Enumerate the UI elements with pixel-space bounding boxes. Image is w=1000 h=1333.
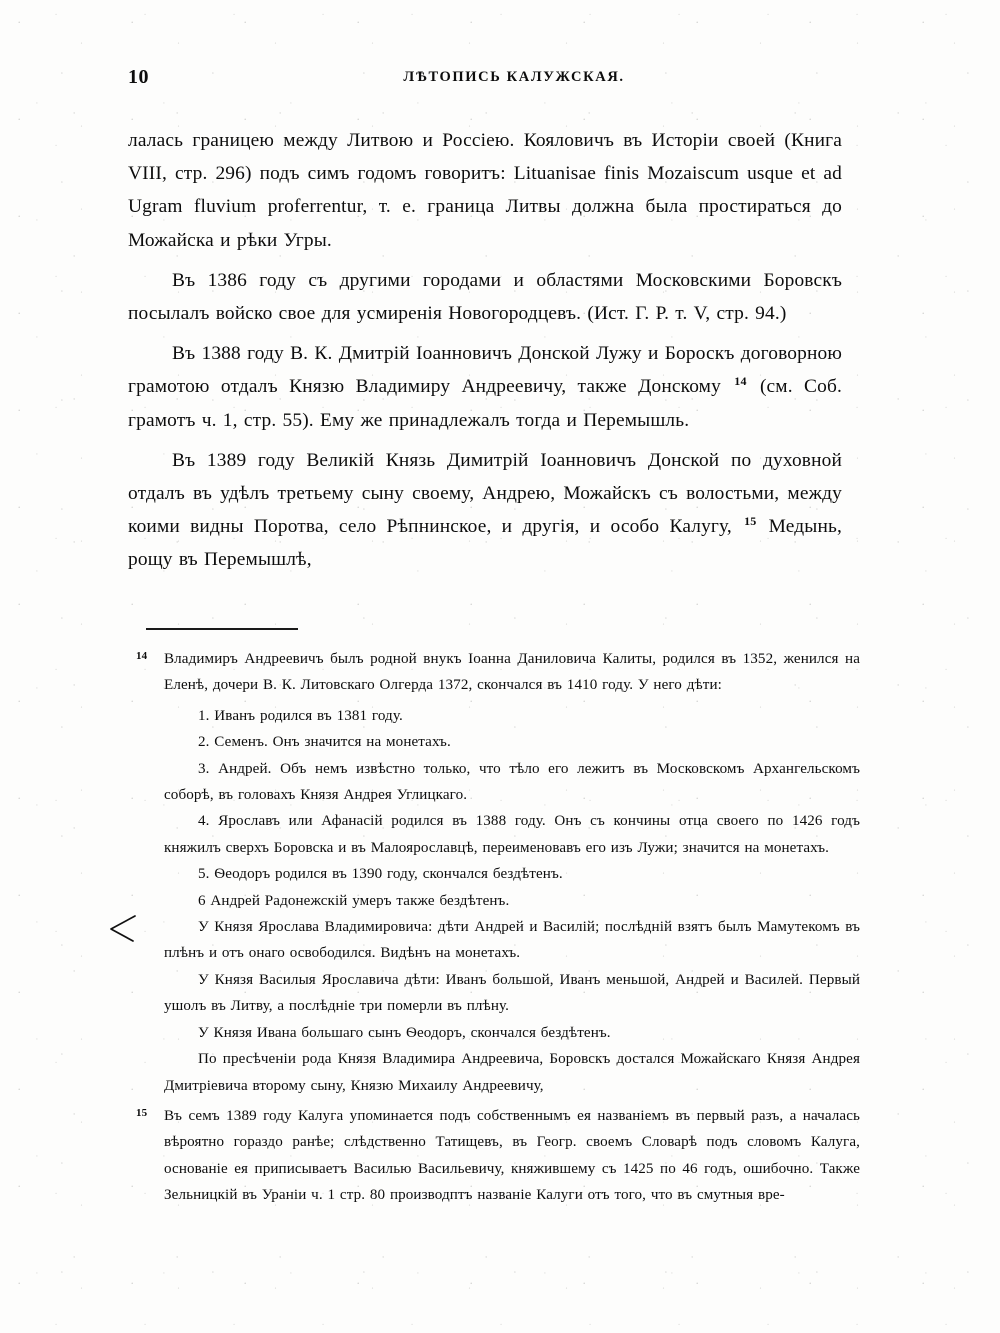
body-text-block <box>128 124 842 584</box>
footnote-14-child-5: 5. Ѳеодоръ родился въ 1390 году, скончался бездѣтенъ. <box>198 866 563 883</box>
paragraph-year-1388 <box>128 337 842 437</box>
paragraph-year-1386: Въ 1386 году съ другими городами и областями Московскими Боровскъ посылалъ войско свое для усмиренія Новогородцевъ. (Ист. Г. Р. т. V, стр. 94.) <box>128 269 842 325</box>
footnote-14-after-2: У Князя Василыя Ярославича дѣти: Иванъ большой, Иванъ меньшой, Андрей и Василей. Первый ушолъ въ Литву, а послѣдніе три померли въ плѣну. <box>164 971 860 1015</box>
footnote-14-after-4: По пресѣченіи рода Князя Владимира Андреевича, Боровскъ достался Можайскаго Князя Андрея Дмитріевича второму сыну, Князю Михаилу Андреевичу, <box>164 1051 860 1094</box>
footnote-14-child-1: 1. Иванъ родился въ 1381 году. <box>198 707 403 724</box>
footnote-14-child-6: 6 Андрей Радонежскій умеръ также бездѣтенъ. <box>198 892 510 909</box>
footnote-14-child-3: 3. Андрей. Объ немъ извѣстно только, что тѣло его лежитъ въ Московскомъ Архангельскомъ соборѣ, въ головахъ Князя Андрея Углицкаго. <box>164 760 860 804</box>
running-title: ЛѢТОПИСЬ КАЛУЖСКАЯ. <box>403 69 625 85</box>
footnote-14-child-4: 4. Ярославъ или Афанасій родился въ 1388 году. Онъ съ кончины отца своего по 1426 годъ княжилъ сверхъ Боровска и въ Малоярославцѣ, переименовавъ его изъ Лужи; значится на монетахъ. <box>164 813 860 856</box>
running-head <box>128 66 840 92</box>
footnote-15 <box>136 1103 860 1209</box>
footnote-14-marker: 14 <box>136 650 148 662</box>
footnote-14-intro: Владимиръ Андреевичъ былъ родной внукъ Іоанна Даниловича Калиты, родился въ 1352, женился на Еленѣ, дочери В. К. Литовскаго Олгерда 1372, скончался въ 1410 году. У него дѣти: <box>164 651 860 694</box>
paragraph-1388-text-b: (см. Соб. грамотъ ч. 1, стр. 55). Ему же принадлежалъ тогда и Перемышль. <box>128 376 843 431</box>
footnote-15-marker: 15 <box>136 1106 148 1119</box>
footnote-14-after-1: У Князя Ярослава Владимировича: дѣти Андрей и Василій; послѣдній взятъ былъ Мамутекомъ въ плѣнъ и отъ онаго освободился. Видѣнъ на монетахъ. <box>164 919 860 962</box>
paragraph-year-1389 <box>128 444 842 577</box>
footnote-separator-rule <box>146 628 298 630</box>
paragraph-1389-text-a: Въ 1389 году Великій Князь Димитрій Іоанновичъ Донской по духовной отдалъ въ удѣлъ третьему сыну своему, Андрею, Можайскъ съ волостьми, между коими видны Поротва, село Рѣпнинское, и другія, и особо Калугу, <box>128 449 842 538</box>
paragraph-1388-text-a: Въ 1388 году В. К. Дмитрій Іоанновичъ Донской Лужу и Бороскъ договорною грамотою отдалъ Князю Владимиру Андреевичу, также Донскому <box>128 343 842 398</box>
paragraph-1389-text-b: Медынь, рощу въ Перемышлѣ, <box>128 516 842 571</box>
paragraph-kojalowicz: лалась границею между Литвою и Россіею. Кояловичъ въ Исторіи своей (Книга VIII, стр. 296) подъ симъ годомъ говоритъ: Lituanisae finis Mozaiscum usque et ad Ugram fluvium proferrentur, т. е. граница Литвы должна была простираться до Можайска и рѣки Угры. <box>128 130 842 251</box>
footnote-14-child-2: 2. Семенъ. Онъ значится на монетахъ. <box>198 734 451 751</box>
footnote-ref-15[interactable]: 15 <box>744 513 757 528</box>
footnote-ref-14[interactable]: 14 <box>734 373 747 388</box>
footnote-14-after-3: У Князя Ивана большаго сынъ Ѳеодоръ, скончался бездѣтенъ. <box>198 1024 611 1041</box>
page-number: 10 <box>128 66 149 88</box>
footnotes-block <box>136 646 860 1213</box>
footnote-15-intro: Въ семъ 1389 году Калуга упоминается подъ собственнымъ ея названіемъ въ первый разъ, а началась вѣроятно гораздо ранѣе; слѣдственно Татищевъ, въ Геогр. своемъ Словарѣ подъ словомъ Калуга, основаніе ея приписываетъ Василью Васильевичу, княжившему съ 1425 по 46 годъ, ошибочно. Также Зельницкій въ Уранiи ч. 1 стр. 80 производптъ названіе Калуги отъ того, что въ смутныя вре- <box>164 1107 860 1204</box>
footnote-14 <box>136 646 860 699</box>
